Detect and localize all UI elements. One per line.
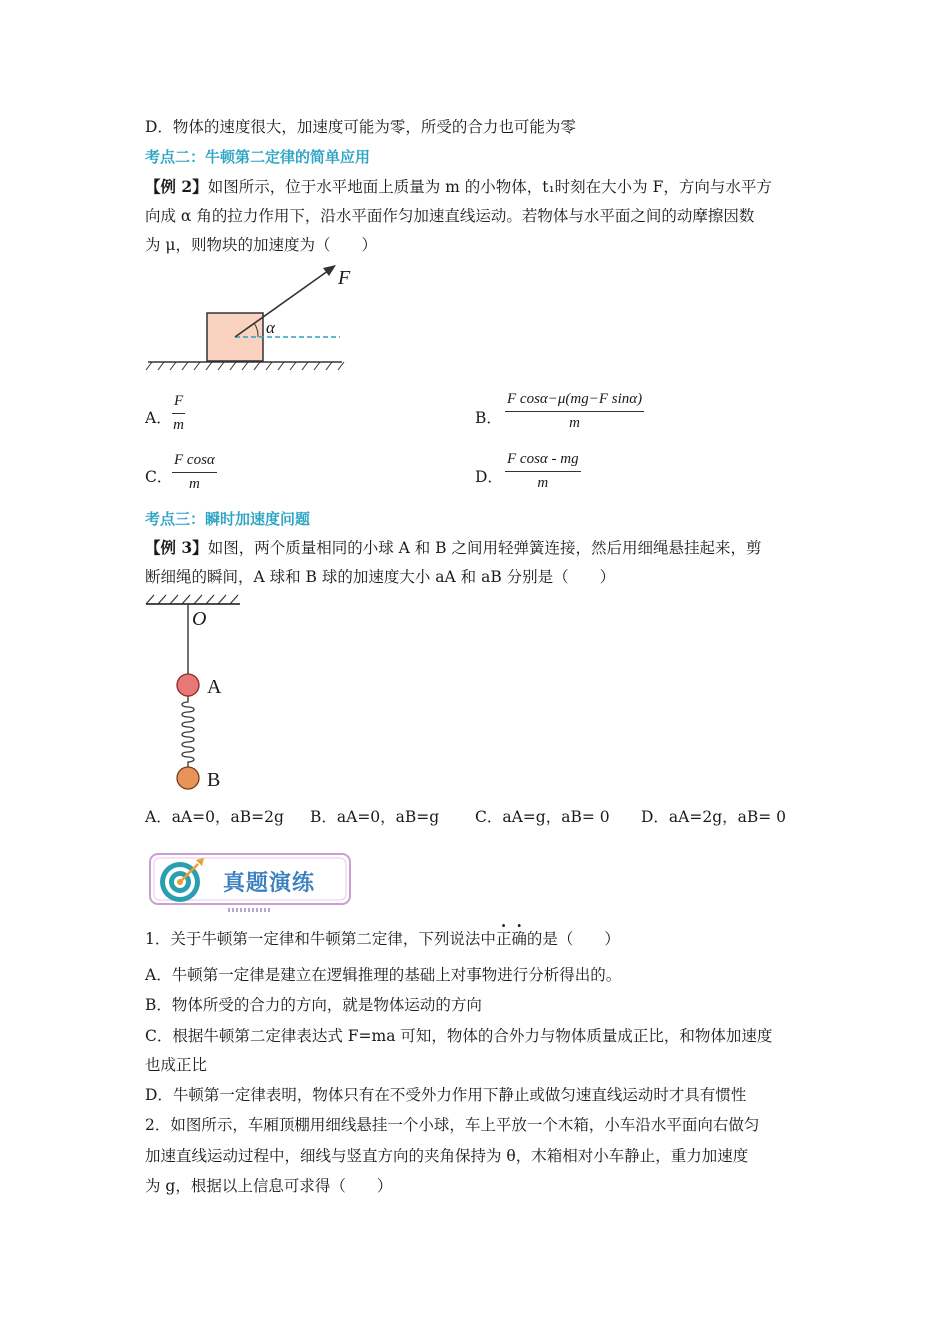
example2-option-d-fraction — [505, 451, 581, 492]
ball-b — [177, 767, 199, 789]
ground-hatching — [146, 362, 344, 370]
example2-option-b-label: B． — [475, 409, 502, 427]
practice-q1-option-c: C．根据牛顿第二定律表达式 F=ma 可知，物体的合外力与物体质量成正比，和物体加速度 — [145, 1027, 773, 1045]
q1-option-d: D．物体的速度很大，加速度可能为零，所受的合力也可能为零 — [145, 118, 576, 136]
q1-stem-emph1: 正 — [495, 930, 512, 948]
angle-label: α — [266, 318, 275, 337]
practice-q2-line1: 2．如图所示，车厢顶棚用细线悬挂一个小球，车上平放一个木箱，小车沿水平面向右做匀 — [145, 1116, 760, 1134]
practice-q1-stem — [145, 929, 620, 949]
spring-balls-diagram — [140, 590, 260, 800]
example2-option-c-label: C． — [145, 468, 173, 486]
banner-title: 真题演练 — [223, 871, 316, 896]
q1-stem-emph2: 确 — [511, 930, 527, 948]
target-icon — [158, 856, 206, 904]
option-d-denominator: m — [537, 475, 549, 491]
practice-q1-option-b: B．物体所受的合力的方向，就是物体运动的方向 — [145, 996, 482, 1014]
section2-heading: 考点二：牛顿第二定律的简单应用 — [145, 148, 371, 166]
example2-option-c-fraction — [172, 452, 217, 493]
block-force-diagram — [140, 258, 360, 378]
force-label: F — [338, 267, 351, 289]
example3-label: 【例 3】 — [145, 538, 208, 557]
practice-q2-line3: 为 g，根据以上信息可求得（ ） — [145, 1177, 393, 1195]
example3-option-b: B．aA=0，aB=g — [310, 808, 440, 826]
option-b-numerator: F cosα−μ(mg−F sinα) — [505, 391, 644, 412]
example2-label: 【例 2】 — [145, 177, 208, 196]
practice-q1-option-a: A．牛顿第一定律是建立在逻辑推理的基础上对事物进行分析得出的。 — [145, 966, 622, 984]
q1-stem-part2: 的是（ ） — [526, 930, 620, 948]
practice-q2-line2: 加速直线运动过程中，细线与竖直方向的夹角保持为 θ，木箱相对小车静止，重力加速度 — [145, 1147, 749, 1165]
option-a-numerator: F — [172, 393, 185, 414]
example3-line1 — [145, 538, 761, 558]
example2-text1: 如图所示，位于水平地面上质量为 m 的小物体，t₁时刻在大小为 F，方向与水平方 — [207, 178, 772, 196]
option-b-denominator: m — [569, 415, 580, 431]
example3-option-a: A．aA=0，aB=2g — [145, 808, 284, 826]
practice-banner — [148, 852, 353, 912]
ball-a — [177, 674, 199, 696]
ceiling-hatching — [146, 595, 238, 604]
example2-line1 — [145, 177, 772, 197]
example3-option-d: D．aA=2g，aB= 0 — [641, 808, 787, 826]
spring — [182, 696, 194, 767]
example2-option-b-fraction — [505, 391, 644, 432]
q1-stem-part1: 1．关于牛顿第一定律和牛顿第二定律，下列说法中 — [145, 930, 496, 948]
example3-text1: 如图，两个质量相同的小球 A 和 B 之间用轻弹簧连接，然后用细绳悬挂起来，剪 — [207, 539, 762, 557]
example2-line3: 为 μ，则物块的加速度为（ ） — [145, 236, 378, 254]
example2-option-d-label: D． — [475, 468, 503, 486]
option-d-numerator: F cosα - mg — [505, 451, 581, 472]
ball-a-label: A — [207, 676, 222, 698]
pivot-label: O — [192, 608, 207, 630]
force-arrowhead — [323, 265, 336, 276]
option-c-numerator: F cosα — [172, 452, 217, 473]
practice-q1-option-d: D．牛顿第一定律表明，物体只有在不受外力作用下静止或做匀速直线运动时才具有惯性 — [145, 1086, 747, 1104]
example3-option-c: C．aA=g，aB= 0 — [475, 808, 610, 826]
example2-option-a-fraction — [172, 393, 185, 434]
example2-line2: 向成 α 角的拉力作用下，沿水平面作匀加速直线运动。若物体与水平面之间的动摩擦因数 — [145, 207, 755, 225]
option-a-denominator: m — [173, 417, 184, 433]
example3-line2: 断细绳的瞬间，A 球和 B 球的加速度大小 aA 和 aB 分别是（ ） — [145, 568, 616, 586]
section3-heading: 考点三：瞬时加速度问题 — [145, 510, 311, 528]
practice-q1-option-c-cont: 也成正比 — [145, 1056, 208, 1074]
force-arrow-line — [235, 268, 332, 337]
option-c-denominator: m — [188, 476, 200, 492]
example2-option-a-label: A． — [145, 409, 172, 427]
ball-b-label: B — [207, 769, 221, 791]
